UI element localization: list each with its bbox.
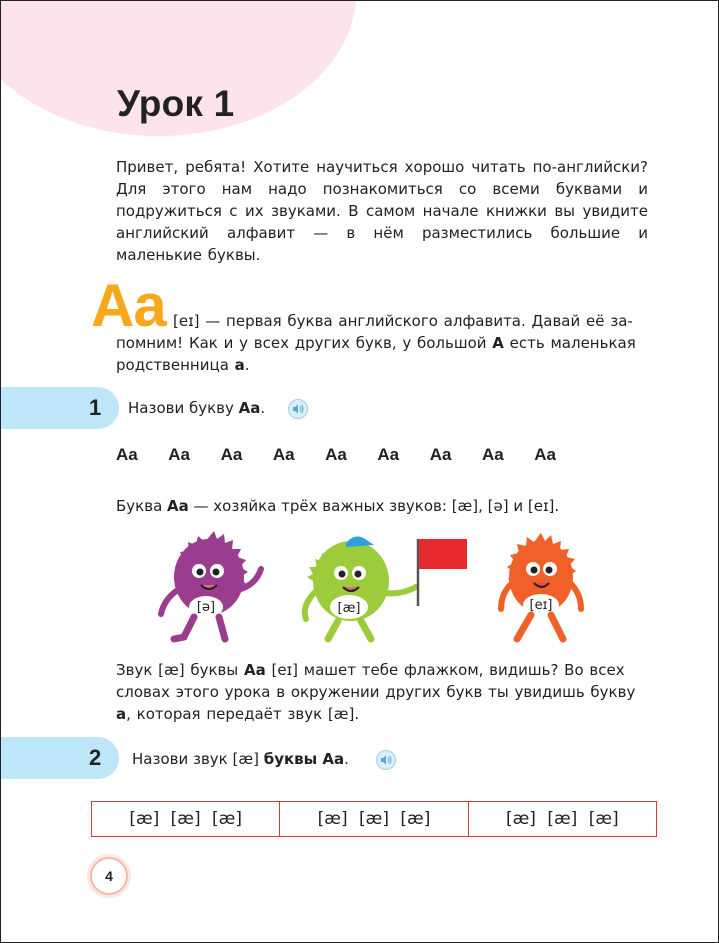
task-2-number: 2 [89, 745, 102, 770]
desc-line2: помним! Как и у всех других букв, у большой A есть маленькая [116, 334, 636, 352]
letter-aa: Aa [481, 445, 504, 464]
letter-aa: Aa [272, 445, 295, 464]
letter-aa: Aa [220, 445, 243, 464]
page-number: 4 [90, 857, 128, 895]
orange-monster [489, 529, 599, 644]
letter-aa: Aa [534, 445, 556, 464]
sound-cell: [æ] [æ] [æ] [129, 809, 242, 829]
paragraph-sound: Звук [æ] буквы Aa [eɪ] машет тебе флажком, видишь? Во всех словах этого урока в окружении других букв ты увидишь букву a, которая передаёт звук [æ]. [116, 661, 636, 723]
sound-table [91, 801, 657, 837]
intro-paragraph: Привет, ребята! Хотите научиться хорошо читать по-английски? Для этого нам надо познакомиться со всеми буквами и подружиться с их звуками. В самом начале книжки вы увидите английский алфавит — в нём разместились большие и маленькие буквы. [116, 158, 648, 264]
task-1-number: 1 [89, 395, 102, 420]
sound-cell: [æ] [æ] [æ] [279, 802, 467, 836]
speaker-icon[interactable] [288, 399, 308, 419]
letter-description [116, 310, 658, 376]
letter-aa: Aa [116, 445, 138, 464]
letter-aa: Aa [168, 445, 191, 464]
speaker-icon[interactable] [376, 750, 396, 770]
monster-label: [æ] [337, 601, 361, 616]
letter-aa: Aa [377, 445, 400, 464]
task-2-instruction: Назови звук [æ] буквы Aa. [132, 750, 349, 768]
task-2-tab [1, 737, 119, 779]
desc-line3: родственница a. [116, 356, 250, 374]
sounds-sentence: Буква Aa — хозяйка трёх важных звуков: [æ], [ə] и [eɪ]. [116, 497, 560, 515]
red-flag-icon [419, 539, 467, 569]
purple-monster [149, 529, 269, 644]
task-1-tab [1, 387, 119, 429]
monster-label: [eɪ] [529, 598, 553, 613]
green-monster [291, 531, 471, 646]
task-1-instruction: Назови букву Aa. [128, 399, 266, 417]
lesson-title: Урок 1 [117, 83, 235, 124]
letter-aa: Aa [429, 445, 452, 464]
sound-cell: [æ] [æ] [æ] [468, 802, 656, 836]
big-letter-aa: Aa [91, 272, 166, 339]
letter-aa: Aa [325, 445, 347, 464]
monster-label: [ə] [196, 600, 216, 615]
desc-line1: [eɪ] — первая буква английского алфавита. Давай её за- [173, 312, 633, 330]
letters-row [116, 445, 556, 465]
